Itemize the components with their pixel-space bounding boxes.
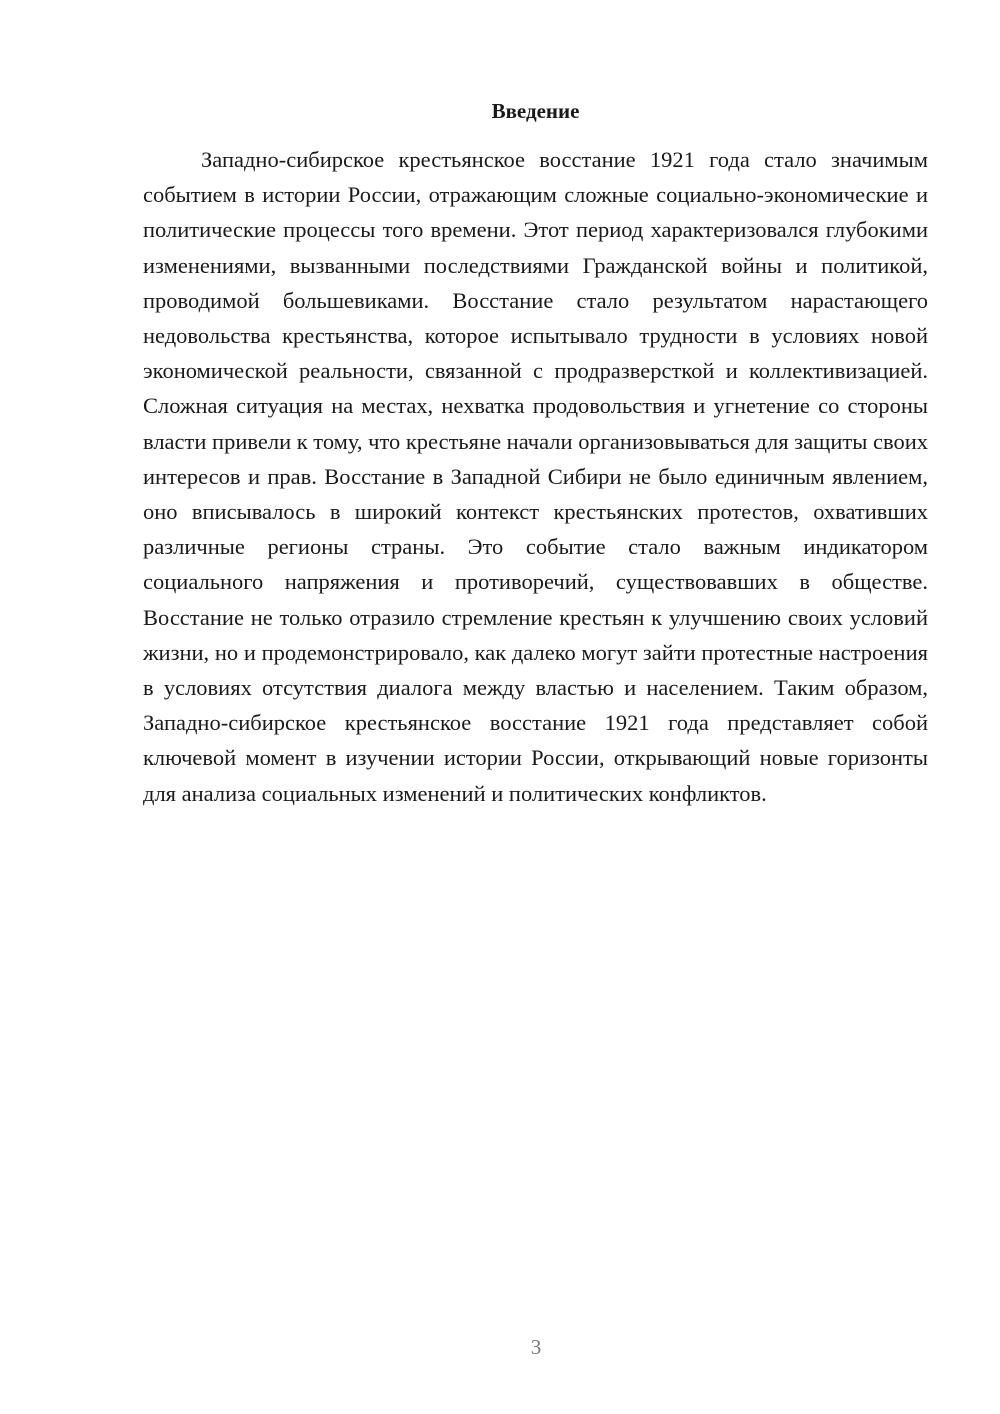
section-heading: Введение — [491, 99, 580, 123]
body-text — [143, 142, 928, 811]
paragraph: Западно-сибирское крестьянское восстание 1921 года стало значимым событием в истории России, отражающим сложные социально-экономические и политические процессы того времени. Этот период характеризовался глубокими изменениями, вызванными последствиями Гражданской войны и политикой, проводимой большевиками. Восстание стало результатом нарастающего недовольства крестьянства, которое испытывало трудности в условиях новой экономической реальности, связанной с продразверсткой и коллективизацией. Сложная ситуация на местах, нехватка продовольствия и угнетение со стороны власти привели к тому, что крестьяне начали организовываться для защиты своих интересов и прав. Восстание в Западной Сибири не было единичным явлением, оно вписывалось в широкий контекст крестьянских протестов, охвативших различные регионы страны. Это событие стало важным индикатором социального напряжения и противоречий, существовавших в обществе. Восстание не только отразило стремление крестьян к улучшению своих условий жизни, но и продемонстрировало, как далеко могут зайти протестные настроения в условиях отсутствия диалога между властью и населением. Таким образом, Западно-сибирское крестьянское восстание 1921 года представляет собой ключевой момент в изучении истории России, открывающий новые горизонты для анализа социальных изменений и политических конфликтов. — [143, 147, 928, 806]
page-number: 3 — [530, 1335, 542, 1359]
